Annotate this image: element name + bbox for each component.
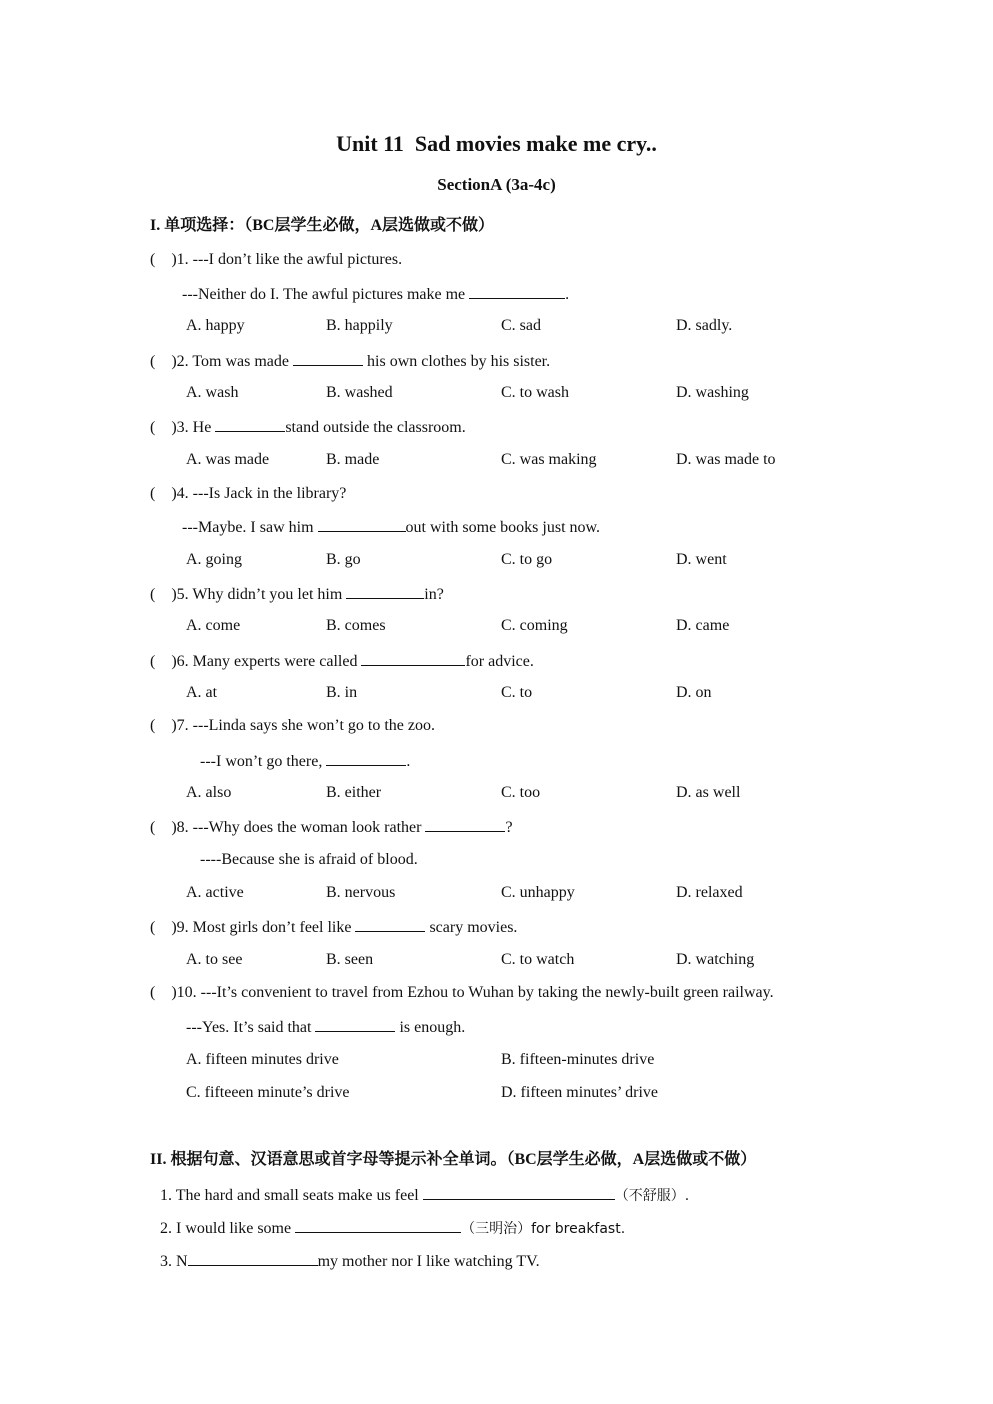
fill-item-2 xyxy=(160,1217,625,1239)
question-stem: ---It’s convenient to travel from Ezhou to Wuhan by taking the newly-built green railway. xyxy=(200,984,774,1001)
option-d: D. relaxed xyxy=(676,884,743,901)
question-number: ( )2. xyxy=(150,353,193,370)
option-d: D. was made to xyxy=(676,451,776,468)
question-7 xyxy=(150,716,435,736)
answer-blank[interactable] xyxy=(361,650,465,666)
option-c: C. was making xyxy=(501,451,597,468)
question-5 xyxy=(150,583,444,605)
question-text: Why didn’t you let him xyxy=(192,586,347,603)
option-d: D. fifteen minutes’ drive xyxy=(501,1084,658,1101)
option-a: A. going xyxy=(186,551,242,568)
option-d: D. went xyxy=(676,551,727,568)
question-4-line2 xyxy=(182,516,600,538)
answer-blank[interactable] xyxy=(425,816,505,832)
question-text: in? xyxy=(424,586,444,603)
option-b: B. in xyxy=(326,684,358,701)
option-d: D. as well xyxy=(676,784,741,801)
option-c: C. to xyxy=(501,684,533,701)
option-c: C. to go xyxy=(501,551,553,568)
fill-text: 1. The hard and small seats make us feel xyxy=(160,1187,423,1204)
fill-item-1 xyxy=(160,1184,689,1206)
question-stem: ---Linda says she won’t go to the zoo. xyxy=(192,717,435,734)
question-text: his own clothes by his sister. xyxy=(363,353,551,370)
option-d: D. on xyxy=(676,684,712,701)
option-c: C. too xyxy=(501,784,541,801)
answer-blank[interactable] xyxy=(326,750,406,766)
question-text: . xyxy=(565,286,570,303)
question-text: ---I won’t go there, xyxy=(200,753,327,770)
answer-blank[interactable] xyxy=(355,916,425,932)
question-number: ( )5. xyxy=(150,586,193,603)
option-c: C. to wash xyxy=(501,384,569,401)
option-b: B. go xyxy=(326,551,361,568)
section-2-heading: II. 根据句意、汉语意思或首字母等提示补全单词。（BC层学生必做，A层选做或不做） xyxy=(150,1151,757,1168)
answer-blank[interactable] xyxy=(423,1184,615,1200)
question-text: scary movies. xyxy=(425,919,518,936)
question-9 xyxy=(150,916,517,938)
fill-item-3 xyxy=(160,1250,540,1272)
question-text: is enough. xyxy=(395,1019,466,1036)
option-b: B. washed xyxy=(326,384,393,401)
option-c: C. to watch xyxy=(501,951,575,968)
question-text: ---Yes. It’s said that xyxy=(186,1019,316,1036)
option-d: D. sadly. xyxy=(676,317,733,334)
fill-text: my mother nor I like watching TV. xyxy=(317,1253,540,1270)
option-c: C. sad xyxy=(501,317,541,334)
question-8-line2: ----Because she is afraid of blood. xyxy=(200,851,418,868)
question-text: out with some books just now. xyxy=(405,519,601,536)
page-subtitle: SectionA (3a-4c) xyxy=(437,175,556,194)
question-10-line2 xyxy=(186,1016,465,1038)
option-b: B. comes xyxy=(326,617,386,634)
answer-blank[interactable] xyxy=(215,416,285,432)
question-text: ---Neither do I. The awful pictures make me xyxy=(182,286,470,303)
option-d: D. watching xyxy=(676,951,755,968)
question-number: ( )4. xyxy=(150,485,193,502)
question-text: ? xyxy=(505,819,513,836)
question-text: Tom was made xyxy=(192,353,294,370)
answer-blank[interactable] xyxy=(188,1250,318,1266)
option-b: B. happily xyxy=(326,317,393,334)
answer-blank[interactable] xyxy=(295,1217,461,1233)
option-a: A. also xyxy=(186,784,232,801)
question-1 xyxy=(150,250,402,270)
question-number: ( )1. xyxy=(150,251,193,268)
question-text: for advice. xyxy=(465,653,534,670)
question-4 xyxy=(150,484,346,504)
question-text: . xyxy=(406,753,411,770)
question-text: Most girls don’t feel like xyxy=(192,919,356,936)
question-number: ( )8. xyxy=(150,819,193,836)
option-b: B. made xyxy=(326,451,380,468)
fill-hint: （三明治）for breakfast. xyxy=(461,1221,626,1237)
fill-text: 2. I would like some xyxy=(160,1220,296,1237)
option-c: C. coming xyxy=(501,617,568,634)
option-b: B. either xyxy=(326,784,382,801)
fill-hint: （不舒服）. xyxy=(614,1188,690,1204)
question-text: ---Maybe. I saw him xyxy=(182,519,318,536)
question-text: Many experts were called xyxy=(192,653,362,670)
question-stem: ---Is Jack in the library? xyxy=(192,485,347,502)
question-number: ( )10. xyxy=(150,984,201,1001)
question-text: He xyxy=(192,419,216,436)
answer-blank[interactable] xyxy=(315,1016,395,1032)
option-a: A. happy xyxy=(186,317,245,334)
answer-blank[interactable] xyxy=(346,583,424,599)
page-title: Unit 11 Sad movies make me cry.. xyxy=(336,131,657,156)
question-number: ( )7. xyxy=(150,717,193,734)
question-stem: ---I don’t like the awful pictures. xyxy=(192,251,403,268)
option-b: B. seen xyxy=(326,951,374,968)
option-a: A. active xyxy=(186,884,244,901)
question-10 xyxy=(150,983,774,1003)
question-8 xyxy=(150,816,513,838)
question-6 xyxy=(150,650,534,672)
answer-blank[interactable] xyxy=(293,350,363,366)
option-a: A. to see xyxy=(186,951,243,968)
question-7-line2 xyxy=(200,750,410,772)
question-number: ( )3. xyxy=(150,419,193,436)
question-number: ( )6. xyxy=(150,653,193,670)
option-a: A. fifteen minutes drive xyxy=(186,1051,339,1068)
option-a: A. at xyxy=(186,684,218,701)
option-b: B. nervous xyxy=(326,884,396,901)
option-a: A. wash xyxy=(186,384,239,401)
option-c: C. fifteeen minute’s drive xyxy=(186,1084,350,1101)
option-c: C. unhappy xyxy=(501,884,575,901)
question-3 xyxy=(150,416,466,438)
fill-text: 3. N xyxy=(160,1253,188,1270)
option-d: D. washing xyxy=(676,384,749,401)
question-number: ( )9. xyxy=(150,919,193,936)
question-text: ---Why does the woman look rather xyxy=(192,819,426,836)
question-text: stand outside the classroom. xyxy=(285,419,466,436)
question-1-line2 xyxy=(182,283,569,305)
option-b: B. fifteen-minutes drive xyxy=(501,1051,655,1068)
option-d: D. came xyxy=(676,617,730,634)
question-2 xyxy=(150,350,550,372)
section-1-heading: I. 单项选择：（BC层学生必做，A层选做或不做） xyxy=(150,217,495,234)
answer-blank[interactable] xyxy=(318,516,406,532)
answer-blank[interactable] xyxy=(469,283,565,299)
option-a: A. was made xyxy=(186,451,270,468)
option-a: A. come xyxy=(186,617,241,634)
